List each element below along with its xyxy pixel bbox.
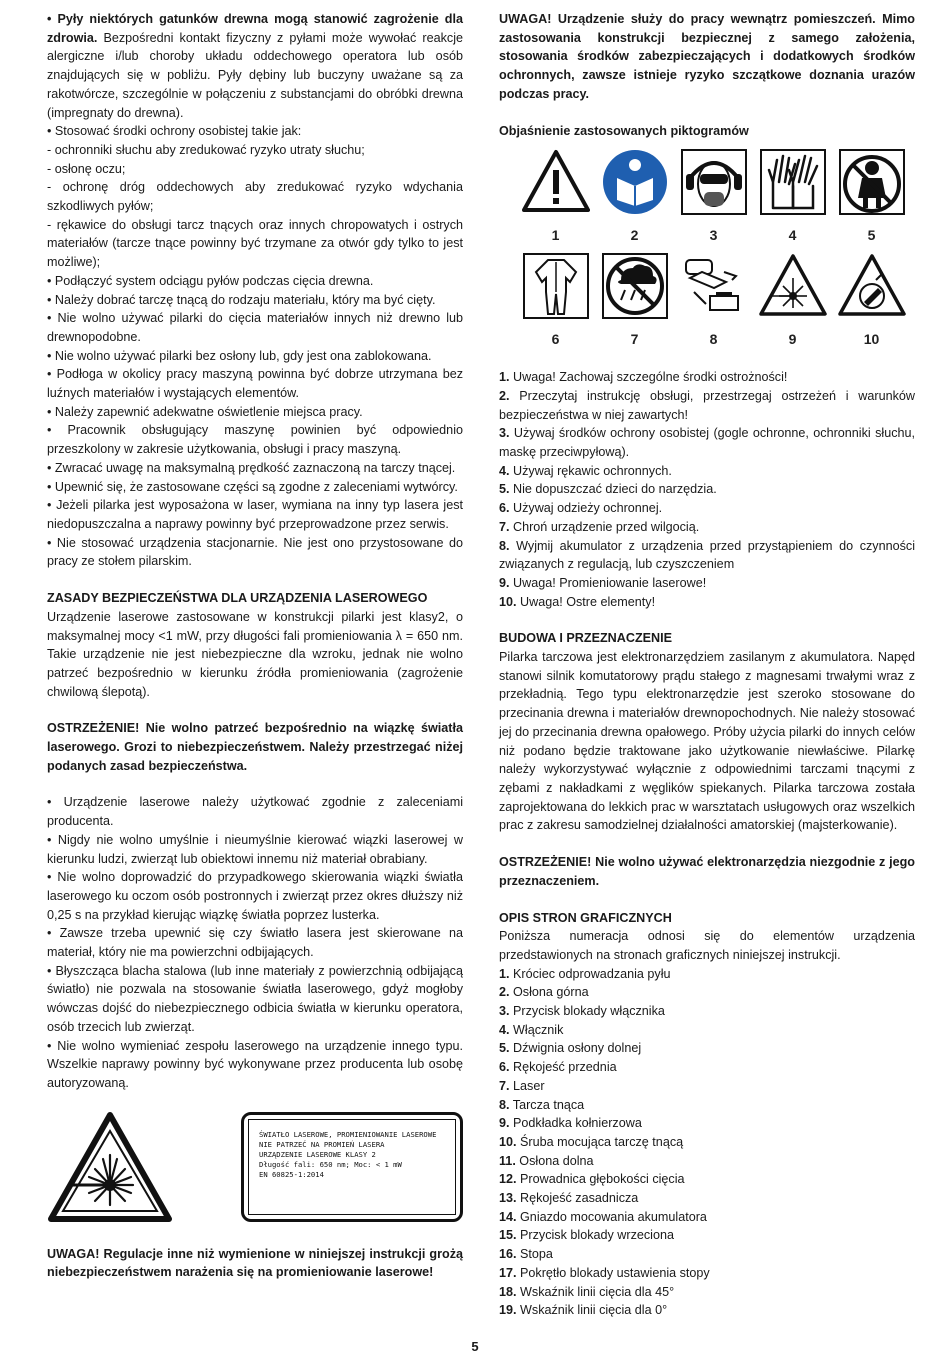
laser-bullet: • Nie wolno doprowadzić do przypadkowego skierowania wiązki światła laserowego ku oczom osób postronnych i zwierząt przez okres dłuższy niż 0,25 s na przykład kierując wiązkę światła poprzez lusterka. [47,870,463,922]
part-item-number: 9. [499,1116,510,1131]
pictogram [516,148,595,252]
part-item-text: Prowadnica głębokości cięcia [516,1172,685,1187]
safety-bullet-text: • Podłączyć system odciągu pyłów podczas cięcia drewna. [47,273,374,288]
legend-item [499,499,915,518]
legend-item-number: 8. [499,538,510,553]
protective-equipment-icon [680,148,748,216]
part-item-text: Śruba mocująca tarczę tnącą [516,1134,684,1149]
legend-item-number: 1. [499,370,510,385]
pictogram [753,148,832,252]
part-item-text: Rękojeść zasadnicza [516,1191,639,1206]
pictogram-number: 8 [709,331,718,348]
safety-bullet [47,459,463,478]
part-item-number: 15. [499,1228,517,1243]
laser-label-line: EN 60825-1:2014 [259,1169,324,1179]
safety-bullet-text: Bezpośredni kontakt fizyczny z pyłami może wywołać reakcje alergiczne i/lub choroby układu oddechowego operatora lub osób znajdujących się w pobliżu. Pyły dębiny lub buczyny uważane są za rakotwórcze, szczególnie w połączeniu z substancjami do obróbki drewna (impregnaty do drewna). [47,30,463,120]
part-item-text: Włącznik [509,1022,564,1037]
pictogram [832,148,911,252]
laser-warning-sign-icon [47,1111,173,1223]
laser-label-line: ŚWIATŁO LASEROWE, PROMIENIOWANIE LASEROWE [259,1129,437,1139]
legend-item [499,537,915,574]
right-column [499,10,915,1320]
safety-bullet-text: - ochronę dróg oddechowych aby zredukować ryzyko wdychania szkodliwych pyłów; [47,180,463,214]
safety-bullet [47,272,463,291]
safety-bullets-list [47,10,463,571]
safety-bullet-text: - rękawice do obsługi tarcz tnących oraz innych chropowatych i ostrych materiałów (tarcze tnące powinny być trzymane za otwór gdy tylko to jest możliwe); [47,217,463,270]
pictogram [674,252,753,356]
safety-bullet [47,496,463,533]
part-item [499,1133,915,1152]
pictogram-number: 2 [630,227,639,244]
part-item-text: Rękojeść przednia [509,1060,617,1075]
part-item-number: 4. [499,1022,510,1037]
part-item-number: 11. [499,1153,516,1168]
part-item-text: Stopa [516,1247,553,1262]
laser-bullet: • Nie wolno wymieniać zespołu laserowego na urządzenie innego typu. Wszelkie naprawy powinny być wykonywane przez producenta lub osobę autoryzowaną. [47,1038,463,1090]
laser-signs-row [47,1107,463,1227]
legend-item-text: Używaj rękawic ochronnych. [509,463,672,478]
part-item-number: 5. [499,1041,510,1056]
part-item [499,1152,915,1171]
misuse-warning: OSTRZEŻENIE! Nie wolno używać elektronarzędzia niezgodnie z jego przeznaczeniem. [499,855,915,888]
legend-item-number: 6. [499,501,510,516]
part-item [499,1170,915,1189]
legend-item [499,480,915,499]
safety-bullet-text: • Podłoga w okolicy pracy maszyną powinna być dobrze utrzymana bez luźnych materiałów i wystających elementów. [47,367,463,401]
remove-battery-icon [680,252,748,320]
part-item-number: 16. [499,1247,517,1262]
safety-bullet [47,291,463,310]
pictogram [674,148,753,252]
laser-label-line: NIE PATRZEĆ NA PROMIEŃ LASERA [259,1139,385,1149]
safety-bullet-text: • Nie wolno używać pilarki bez osłony lub, gdy jest ona zablokowana. [47,348,432,363]
part-item-number: 8. [499,1097,510,1112]
safety-bullet [47,365,463,402]
laser-intro-paragraph: Urządzenie laserowe zastosowane w konstrukcji pilarki jest klasy2, o maksymalnej mocy <1 mW, przy długości fali promieniowania λ = 650 nm. Takie urządzenie nie jest niebezpieczne dla wzroku, jednak nie wolno patrzeć bezpośrednio w kierunku źródła promieniowania (zagrożenie chwilową ślepotą). [47,609,463,699]
safety-bullet-text: • Upewnić się, że zastosowane części są zgodne z zaleceniami wytwórcy. [47,479,458,494]
part-item [499,1301,915,1320]
pictogram-number: 7 [630,331,639,348]
laser-bullet: • Błyszcząca blacha stalowa (lub inne materiały z powierzchnią odbijającą światło) nie pozwala na stosowanie światła laserowego, gdyż mogłoby wówczas dojść do niebezpiecznego odbicia światła w kierunku operatora, osób trzecich lub zwierząt. [47,963,463,1034]
safety-bullet [47,216,463,272]
indoor-use-warning: UWAGA! Urządzenie służy do pracy wewnątrz pomieszczeń. Mimo zastosowania konstrukcji bezpiecznej z samego założenia, stosowania środków zabezpieczających i dodatkowych środków ochronnych, zawsze istnieje ryzyko szczątkowe doznania urazów podczas pracy. [499,12,915,101]
left-column [47,10,463,1282]
pictogram-number: 6 [551,331,560,348]
no-children-icon [838,148,906,216]
legend-item [499,387,915,424]
part-item-number: 13. [499,1191,517,1206]
part-item [499,983,915,1002]
pictogram-legend-list [499,368,915,611]
safety-bullet-text: • Należy zapewnić adekwatne oświetlenie miejsca pracy. [47,404,363,419]
part-item-text: Króciec odprowadzania pyłu [509,966,671,981]
safety-bullet-text: • Należy dobrać tarczę tnącą do rodzaju materiału, który ma być cięty. [47,292,436,307]
protect-from-moisture-icon [601,252,669,320]
legend-item-number: 7. [499,519,510,534]
part-item [499,1226,915,1245]
part-item [499,1058,915,1077]
part-item [499,1021,915,1040]
protective-clothing-icon [522,252,590,320]
legend-item-text: Nie dopuszczać dzieci do narzędzia. [509,482,717,497]
legend-item-number: 10. [499,594,517,609]
part-item-number: 17. [499,1265,517,1280]
pictogram [595,252,674,356]
part-item [499,1039,915,1058]
part-item-text: Osłona dolna [515,1153,594,1168]
pictograms-grid [516,148,916,356]
page-number: 5 [471,1339,479,1354]
laser-label-line: URZĄDZENIE LASEROWE KLASY 2 [259,1149,376,1159]
pictogram [595,148,674,252]
part-item [499,965,915,984]
laser-warning-paragraph: OSTRZEŻENIE! Nie wolno patrzeć bezpośrednio na wiązkę światła laserowego. Grozi to niebezpieczeństwem. Należy przestrzegać niżej podanych zasad bezpieczeństwa. [47,721,463,773]
laser-warning-icon [759,252,827,320]
build-heading: BUDOWA I PRZEZNACZENIE [499,631,673,646]
pictogram-number: 1 [551,227,560,244]
part-item [499,1077,915,1096]
part-item [499,1208,915,1227]
build-paragraph: Pilarka tarczowa jest elektronarzędziem zasilanym z akumulatora. Napęd stanowi silnik komutatorowy prądu stałego z magnesami trwałymi wraz z przekładnią. Tego typu elektronarzędzie jest szeroko stosowane do przecinania drewna i materiałów drewnopochodnych. Nie należy stosować jej do przecinania drewna opałowego. Próby użycia pilarki do innych celów niż podano będzie traktowane jako użytkowanie niewłaściwe. Pilarkę należy wykorzystywać wyłącznie z odpowiednimi tarczami tnącymi z zębami z nakładkami z węglików spiekanych. Pilarka tarczowa została zaprojektowana do lekkich prac w warsztatach usługowych oraz wszelkich prac z zakresu samodzielnej działalności amatorskiej (majsterkowanie). [499,650,915,833]
part-item-text: Tarcza tnąca [509,1097,585,1112]
safety-bullet [47,403,463,422]
safety-bullet [47,478,463,497]
safety-bullet-text: • Zwracać uwagę na maksymalną prędkość zaznaczoną na tarczy tnącej. [47,460,456,475]
laser-bullet: • Zawsze trzeba upewnić się czy światło lasera jest skierowane na materiał, który nie ma powierzchni odbijających. [47,926,463,960]
part-item-number: 14. [499,1209,517,1224]
safety-bullet [47,160,463,179]
safety-bullet [47,421,463,458]
parts-list [499,965,915,1320]
warning-triangle-icon [522,148,590,216]
part-item-text: Osłona górna [509,985,589,1000]
safety-bullet-text: • Nie stosować urządzenia stacjonarnie. Nie jest ono przystosowane do pracy ze stołem pilarskim. [47,535,463,569]
pictogram [753,252,832,356]
legend-item-number: 9. [499,575,510,590]
safety-bullet-text: - ochronniki słuchu aby zredukować ryzyko utraty słuchu; [47,142,365,157]
pictograms-heading: Objaśnienie zastosowanych piktogramów [499,123,749,138]
part-item-text: Dźwignia osłony dolnej [509,1041,642,1056]
part-item-number: 1. [499,966,510,981]
safety-bullet [47,309,463,346]
pictogram-number: 5 [867,227,876,244]
part-item [499,1189,915,1208]
legend-item-text: Chroń urządzenie przed wilgocią. [509,519,700,534]
graphics-intro: Poniższa numeracja odnosi się do elementów urządzenia przedstawionych na stronach graficznych niniejszej instrukcji. [499,929,915,962]
graphics-heading: OPIS STRON GRAFICZNYCH [499,910,672,925]
safety-bullet [47,534,463,571]
laser-bullet: • Urządzenie laserowe należy użytkować zgodnie z zaleceniami producenta. [47,795,463,829]
safety-bullet-text: • Pracownik obsługujący maszynę powinien być odpowiednio przeszkolony w zakresie użytkowania, obsługi i pracy maszyną. [47,423,463,457]
pictogram [516,252,595,356]
laser-bullet: • Nigdy nie wolno umyślnie i nieumyślnie kierować wiązki laserowej w kierunku ludzi, zwierząt lub obiektowi innemu niż materiał obrabiany. [47,832,463,866]
legend-item [499,518,915,537]
pictogram-number: 3 [709,227,718,244]
pictogram-number: 4 [788,227,797,244]
legend-item-text: Przeczytaj instrukcję obsługi, przestrzegaj ostrzeżeń i warunków bezpieczeństwa w niej zawartych! [499,388,915,422]
safety-bullet [47,122,463,141]
part-item-text: Wskaźnik linii cięcia dla 0° [516,1303,668,1318]
part-item [499,1096,915,1115]
safety-bullet [47,10,463,122]
part-item-number: 6. [499,1060,510,1075]
sharp-elements-icon [838,252,906,320]
legend-item-text: Uwaga! Zachowaj szczególne środki ostrożności! [509,370,788,385]
part-item-text: Pokrętło blokady ustawienia stopy [516,1265,710,1280]
part-item-number: 10. [499,1134,517,1149]
pictogram-number: 10 [863,331,880,348]
read-manual-icon [601,148,669,216]
part-item-text: Przycisk blokady wrzeciona [516,1228,674,1243]
legend-item [499,593,915,612]
legend-item [499,462,915,481]
legend-item-text: Używaj środków ochrony osobistej (gogle ochronne, ochronniki słuchu, maskę przeciwpyłową). [499,426,915,460]
legend-item [499,574,915,593]
safety-bullet-text: • Nie wolno używać pilarki do cięcia materiałów innych niż drewno lub drewnopodobne. [47,311,463,344]
legend-item [499,368,915,387]
part-item-text: Przycisk blokady włącznika [509,1004,665,1019]
laser-bullets-list [47,793,463,1092]
part-item-number: 19. [499,1303,517,1318]
gloves-icon [759,148,827,216]
pictogram [832,252,911,356]
safety-bullet-text: • Stosować środki ochrony osobistej takie jak: [47,124,302,139]
part-item-text: Gniazdo mocowania akumulatora [516,1209,707,1224]
safety-bullet [47,178,463,215]
laser-safety-heading: ZASADY BEZPIECZEŃSTWA DLA URZĄDZENIA LASEROWEGO [47,591,428,606]
part-item [499,1114,915,1133]
part-item-number: 2. [499,985,510,1000]
regulation-warning-paragraph: UWAGA! Regulacje inne niż wymienione w niniejszej instrukcji grożą niebezpieczeństwem narażenia się na promieniowanie laserowe! [47,1246,463,1280]
legend-item-number: 3. [499,426,510,441]
part-item-number: 18. [499,1284,517,1299]
legend-item-number: 4. [499,463,510,478]
safety-bullet [47,141,463,160]
pictogram-number: 9 [788,331,797,348]
safety-bullet-bold: • Pyły niektórych gatunków drewna mogą stanowić zagrożenie dla zdrowia. [47,12,463,45]
safety-bullet-text: - osłonę oczu; [47,161,126,176]
legend-item [499,424,915,461]
part-item-text: Laser [509,1078,545,1093]
legend-item-number: 2. [499,388,510,403]
part-item-number: 7. [499,1078,510,1093]
laser-label-line: Długość fali: 650 nm; Moc: < 1 mW [259,1159,402,1169]
part-item [499,1245,915,1264]
legend-item-text: Używaj odzieży ochronnej. [509,501,663,516]
part-item-number: 12. [499,1172,517,1187]
part-item-number: 3. [499,1004,510,1019]
safety-bullet [47,347,463,366]
legend-item-text: Uwaga! Promieniowanie laserowe! [509,575,707,590]
part-item-text: Wskaźnik linii cięcia dla 45° [516,1284,675,1299]
legend-item-number: 5. [499,482,510,497]
part-item [499,1002,915,1021]
legend-item-text: Uwaga! Ostre elementy! [516,594,656,609]
legend-item-text: Wyjmij akumulator z urządzenia przed przystąpieniem do czynności związanych z regulacją, lub czyszczeniem [499,538,915,572]
part-item [499,1264,915,1283]
laser-class-label [241,1112,463,1222]
part-item [499,1283,915,1302]
part-item-text: Podkładka kołnierzowa [509,1116,642,1131]
safety-bullet-text: • Jeżeli pilarka jest wyposażona w laser, wymiana na inny typ lasera jest niedopuszczalna a naprawy powinny być przeprowadzone przez serwis. [47,498,463,531]
